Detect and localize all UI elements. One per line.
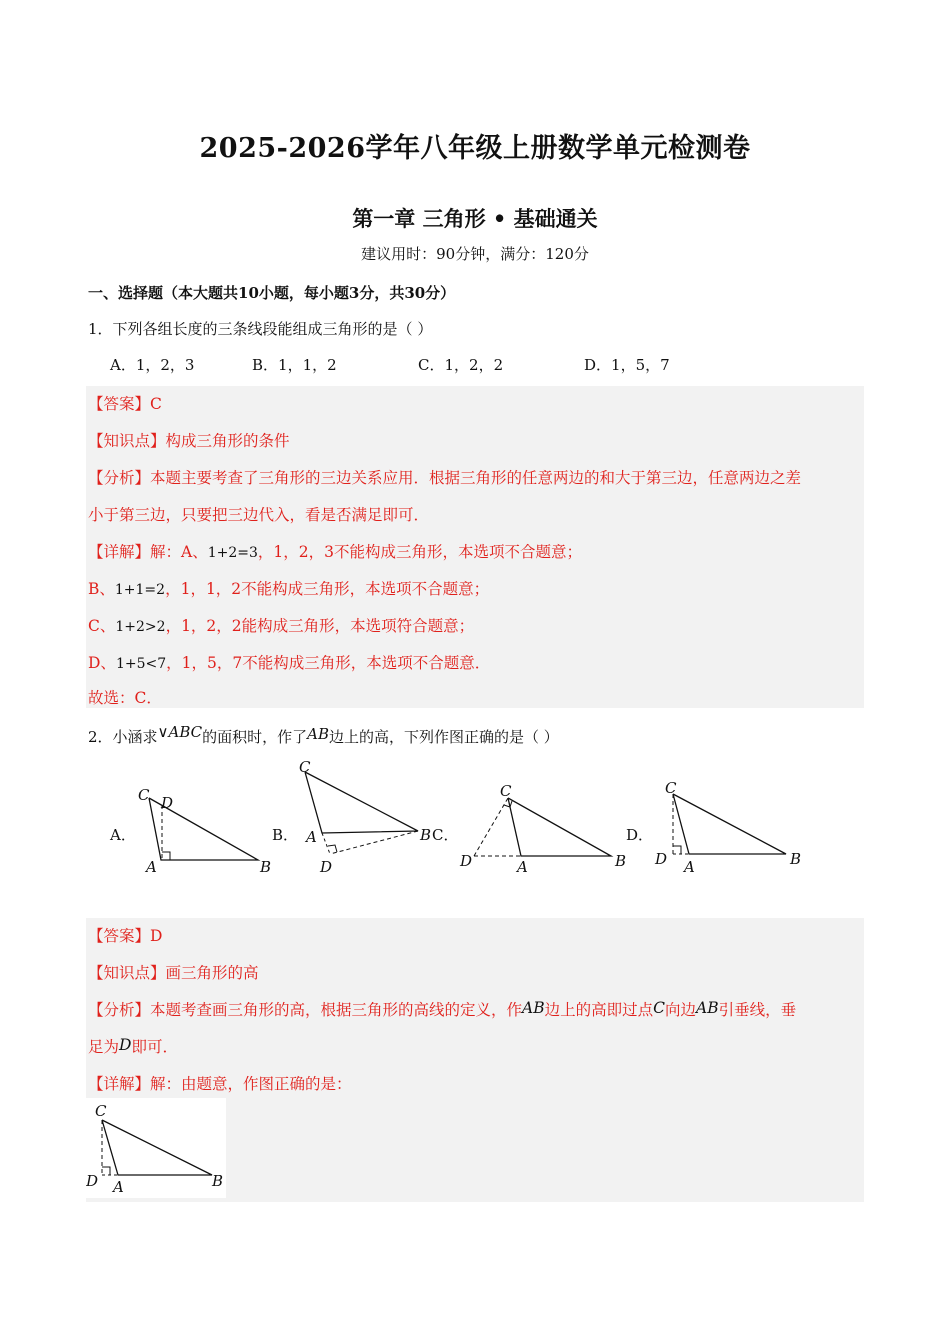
q1-detail-b-text: ，1，1，2不能构成三角形，本选项不合题意； [165,580,490,598]
q1-detail-d-text: ，1，5，7不能构成三角形，本选项不合题意． [166,654,491,672]
q2-option-d-label: D． [626,826,654,844]
q2-stem-part3: 边上的高，下列作图正确的是（ ） [329,728,559,746]
label-c: C [95,1102,107,1120]
label-a: A [684,858,695,876]
label-a: A [306,828,317,846]
label-d: D [86,1172,99,1190]
q1-detail-a-text: ，1，2，3不能构成三角形，本选项不合题意； [257,543,582,561]
q2-analysis-c: C [653,999,665,1017]
q2-option-b-label: B． [272,826,299,844]
q2-option-figures [0,750,950,890]
q1-option-d: D．1，5，7 [584,356,670,374]
document-title: 2025-2026学年八年级上册数学单元检测卷 [199,133,751,164]
q2-knowledge: 【知识点】画三角形的高 [88,964,259,982]
q1-expr-d: 1+5<7 [115,656,167,672]
question-2-stem [88,723,559,747]
q1-option-c: C．1，2，2 [418,356,504,374]
q2-analysis-ab2: AB [696,999,719,1017]
q2-triangle-symbol: ∨ABC [157,723,203,741]
q1-expr-b: 1+1=2 [114,582,166,598]
q1-option-b: B．1，1，2 [252,356,337,374]
label-a: A [517,858,528,876]
q2-analysis-d: D [119,1036,132,1054]
figure-b [299,758,431,876]
label-d: D [320,858,333,876]
figure-a [138,786,271,876]
label-b: B [420,826,432,844]
q1-option-a: A．1，2，3 [110,356,195,374]
q1-detail-c-prefix: C、 [88,617,116,635]
q2-analysis-part2: 边上的高即过点 [544,1001,654,1019]
figure-d [654,779,801,876]
q2-analysis-part3: 向边 [665,1001,697,1019]
q2-analysis-line1 [88,998,796,1020]
q2-analysis-part1: 【分析】本题考查画三角形的高，根据三角形的高线的定义，作 [88,1001,523,1019]
label-c: C [665,779,677,797]
label-a: A [113,1178,124,1196]
q2-option-a-label: A． [110,826,136,844]
q2-analysis-ab: AB [522,999,545,1017]
q2-analysis-part4: 引垂线，垂 [718,1001,797,1019]
question-1-stem: 1．下列各组长度的三条线段能组成三角形的是（ ） [88,320,433,338]
label-c: C [138,786,150,804]
q1-expr-a: 1+2=3 [207,545,258,561]
q1-knowledge: 【知识点】构成三角形的条件 [88,432,290,450]
q1-answer-box [86,386,864,708]
q1-detail-c [88,614,474,636]
q2-detail: 【详解】解：由题意，作图正确的是： [88,1075,352,1093]
q1-analysis-line1: 【分析】本题主要考查了三角形的三边关系应用．根据三角形的任意两边的和大于第三边，任意两边之差 [88,469,802,487]
q1-detail-prefix: 【详解】解：A、 [88,543,208,561]
label-a: A [146,858,157,876]
chapter-subtitle: 第一章 三角形 • 基础通关 [352,206,598,231]
q1-detail-c-text: ，1，2，2能构成三角形，本选项符合题意； [165,617,475,635]
label-d: D [655,850,668,868]
label-c: C [299,758,311,776]
label-b: B [260,858,272,876]
label-c: C [500,782,512,800]
q2-ab: AB [307,725,330,743]
label-b: B [615,852,627,870]
figure-c [459,782,626,876]
q2-analysis-part5: 足为 [88,1038,120,1056]
label-d: D [460,852,473,870]
q2-option-c-label: C． [432,826,459,844]
q1-analysis-line2: 小于第三边，只要把三边代入，看是否满足即可． [88,506,430,524]
q2-stem-part2: 的面积时，作了 [202,728,308,746]
q2-analysis-line2 [88,1035,178,1057]
label-d: D [161,794,174,812]
q1-detail-d [88,651,490,673]
q1-detail-a [88,540,582,562]
q1-detail-b-prefix: B、 [88,580,115,598]
q2-answer: 【答案】D [88,927,163,945]
q2-answer-box [86,918,864,1202]
q2-solution-figure [86,1098,226,1198]
time-info: 建议用时：90分钟，满分：120分 [361,245,589,263]
q1-detail-d-prefix: D、 [88,654,116,672]
label-b: B [212,1172,224,1190]
q2-stem-part1: 2．小涵求 [88,728,158,746]
q2-analysis-part6: 即可． [131,1038,178,1056]
q1-answer: 【答案】C [88,395,162,413]
section-heading: 一、选择题（本大题共10小题，每小题3分，共30分） [88,284,456,302]
q1-conclusion: 故选：C． [88,689,162,707]
label-b: B [790,850,802,868]
q1-detail-b [88,577,489,599]
q1-expr-c: 1+2>2 [115,619,166,635]
